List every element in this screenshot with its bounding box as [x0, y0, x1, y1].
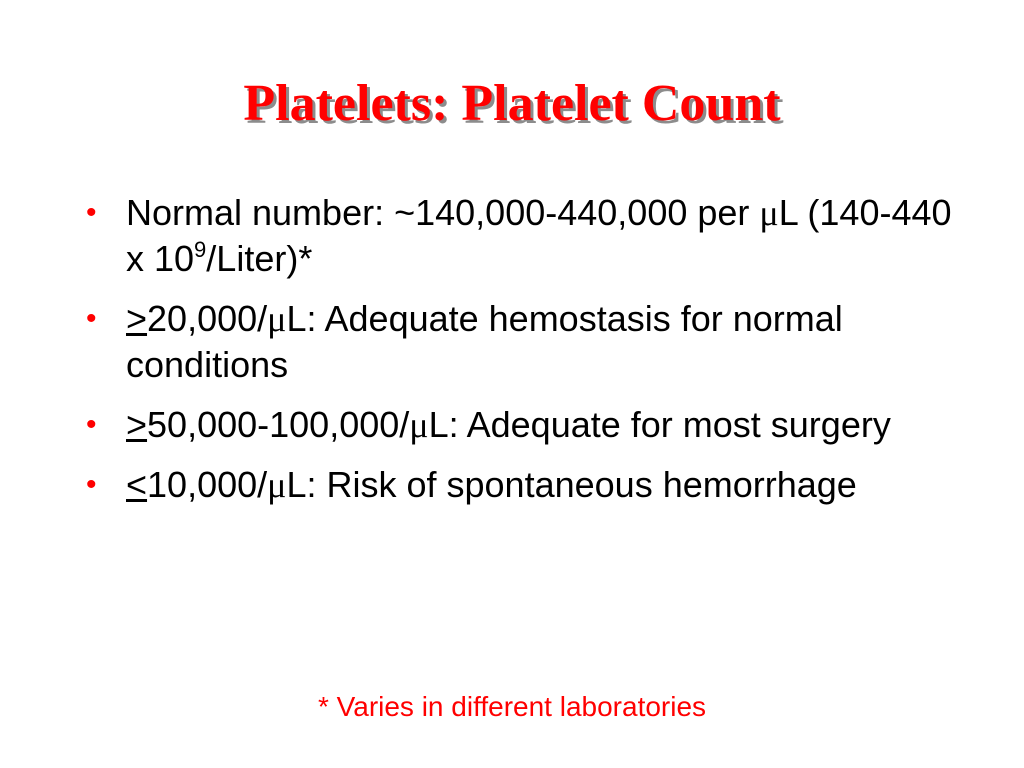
bullet-marker: • — [86, 196, 97, 229]
micro-symbol: μ — [409, 405, 429, 445]
micro-symbol: μ — [267, 465, 287, 505]
bullet-list — [86, 190, 956, 522]
micro-symbol: μ — [267, 299, 287, 339]
bullet-marker: • — [86, 468, 97, 501]
exponent: 9 — [194, 237, 207, 262]
bullet-text: L: Risk of spontaneous hemorrhage — [286, 464, 857, 505]
bullet-text: 10,000/ — [147, 464, 268, 505]
bullet-item-10000 — [86, 462, 956, 508]
bullet-marker: • — [86, 302, 97, 335]
bullet-item-50000-100000 — [86, 402, 956, 448]
bullet-text: L (140-440 x 10 — [126, 192, 952, 279]
micro-symbol: μ — [759, 193, 779, 233]
bullet-text: /Liter)* — [206, 238, 313, 279]
bullet-text: L: Adequate for most surgery — [428, 404, 891, 445]
bullet-text: Normal number: ~140,000-440,000 per — [126, 192, 760, 233]
slide-title: Platelets: Platelet Count — [243, 75, 781, 132]
bullet-text: L: Adequate hemostasis for normal conditions — [126, 298, 843, 385]
comparison-symbol: > — [126, 404, 148, 445]
bullet-item-normal-number — [86, 190, 956, 282]
comparison-symbol: > — [126, 298, 148, 339]
bullet-text: 50,000-100,000/ — [147, 404, 410, 445]
footnote: * Varies in different laboratories — [317, 691, 707, 722]
comparison-symbol: < — [126, 464, 148, 505]
bullet-marker: • — [86, 408, 97, 441]
bullet-item-20000 — [86, 296, 956, 388]
bullet-text: 20,000/ — [147, 298, 268, 339]
